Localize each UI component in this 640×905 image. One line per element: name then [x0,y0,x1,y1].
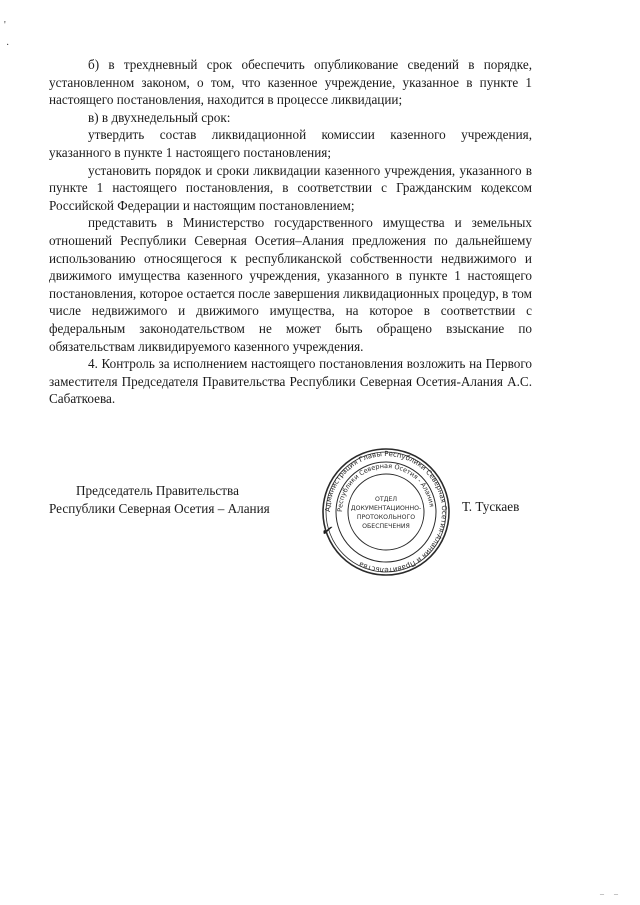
signatory-title-line1: Председатель Правительства [76,483,239,498]
seal-center-line1: ОТДЕЛ [374,496,398,503]
seal-center-line3: ПРОТОКОЛЬНОГО [356,514,416,521]
seal-outer-ring-text: Администрация Главы Республики Северная Осетия-Алания и Правительства [323,449,449,575]
paragraph-establish: установить порядок и сроки ликвидации казенного учреждения, указанного в пункте 1 настоящего постановления, в соответствии с Гражданским кодексом Российской Федерации и настоящим постановлением; [49,162,532,213]
paragraph-control: 4. Контроль за исполнением настоящего постановления возложить на Первого заместителя Председателя Правительства Республики Северная Осетия-Алания А.С. Сабаткоева. [49,356,532,407]
document-body [49,56,532,408]
seal-inner-ring-text: Республики Северная Осетия - Алания [335,461,436,513]
signatory-name: Т. Тускаев [462,499,520,514]
seal-center-line2: ДОКУМЕНТАЦИОННО- [350,505,422,512]
paragraph-b: б) в трехдневный срок обеспечить опубликование сведений в порядке, установленном законом, о том, что казенное учреждение, указанное в пункте 1 настоящего постановления, находится в процессе ликвидации; [49,57,532,108]
signatory-title [49,482,309,517]
signature-check-mark: ✔ [321,523,332,538]
scan-mark-dot: · [6,40,10,51]
scan-mark-bottom: – – [600,889,622,898]
seal-center-line4: ОБЕСПЕЧЕНИЯ [362,523,410,530]
signatory-title-line2: Республики Северная Осетия – Алания [49,500,270,516]
scan-mark-top: ' [4,20,6,31]
paragraph-v: в) в двухнедельный срок: [88,109,231,125]
paragraph-approve: утвердить состав ликвидационной комиссии казенного учреждения, указанного в пункте 1 настоящего постановления; [49,127,532,160]
official-seal [320,446,452,578]
paragraph-submit: представить в Министерство государственного имущества и земельных отношений Республики Северная Осетия–Алания предложения по дальнейшему использованию относящегося к республиканской собственности недвижимого и движимого имущества казенного учреждения, указанного в пункте 1 настоящего постановления, которое остается после завершения ликвидационных процедур, в том числе недвижимого и движимого имущества, на которое в соответствии с федеральным законодательством не может быть обращено взыскание по обязательствам ликвидируемого казенного учреждения. [49,215,532,354]
